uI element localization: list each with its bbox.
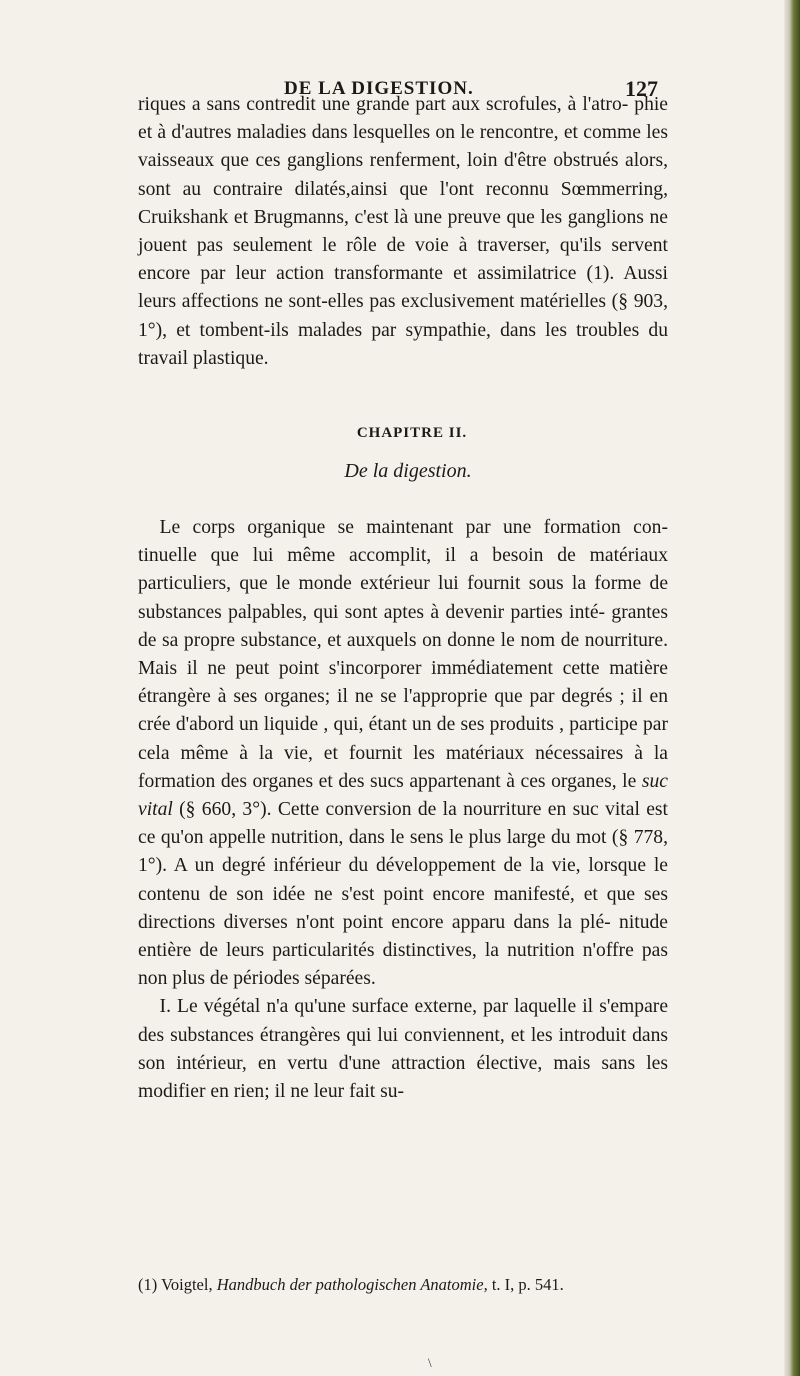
chapter-label: CHAPITRE II. — [356, 425, 468, 441]
paragraph-continued — [138, 91, 668, 373]
text-line: particuliers, que le monde extérieur lui fournit sous la forme — [138, 573, 642, 595]
text-line: n'offre pas non plus de périodes séparées. — [138, 940, 669, 990]
text-line: que par degrés ; il en crée d'abord un liquide , qui, étant un — [138, 686, 669, 736]
page-number: 127 — [625, 76, 658, 101]
text-line: de ses produits , participe par cela même à la vie, et fournit — [138, 714, 668, 764]
text-line: nourriture. Mais il ne peut point s'incorporer immédiatement — [138, 629, 668, 680]
text-line: I. Le végétal n'a qu'une surface externe, par laquelle il — [159, 996, 594, 1018]
text-line: contenu de son idée ne s'est point encore manifesté, et que — [138, 883, 636, 905]
text-line: par sympathie, dans les troubles du travail plastique. — [138, 319, 668, 369]
text-line: les matériaux nécessaires à la formation des organes et des — [138, 742, 668, 792]
text-line: Le corps organique se maintenant par une formation con- — [159, 517, 668, 538]
paragraph — [138, 993, 668, 1106]
running-title: DE LA DIGESTION. — [284, 78, 474, 99]
paragraph — [138, 514, 668, 993]
text-line: sucs appartenant à ces organes, le — [370, 770, 642, 792]
page-edge — [784, 0, 800, 1376]
text-line: ses directions diverses n'ont point encore apparu dans la plé- — [138, 883, 668, 933]
chapter-title: De la digestion. — [344, 460, 472, 482]
text-line: que les ganglions ne jouent pas seulement le rôle de voie à — [138, 206, 668, 257]
footnote-number: (1) — [138, 1275, 158, 1294]
text-line: un degré inférieur du développement de la vie, lorsque le — [194, 855, 668, 877]
footnote-ref: t. I, p. 541. — [491, 1275, 564, 1294]
text-line: conversion de la nourriture en suc vital est ce qu'on appelle — [138, 799, 668, 849]
text-line: grantes de sa propre substance, et auxquels on donne le nom de — [138, 601, 668, 651]
text-line: tinuelle que lui même accomplit, il a besoin de matériaux — [138, 545, 668, 567]
text-line: s'empare des substances étrangères qui lui conviennent, et — [138, 996, 669, 1046]
stray-mark: \ — [428, 1355, 432, 1370]
text-line: (§ 660, 3°). Cette — [172, 799, 320, 821]
footnote-author: Voigtel, — [161, 1275, 213, 1294]
text-line: phie et à d'autres maladies dans lesquelles on le rencontre, et — [138, 94, 668, 144]
text-line: et assimilatrice (1). Aussi leurs affections ne sont-elles pas — [138, 263, 669, 313]
body-text — [138, 514, 668, 1106]
text-line: riques a sans contredit une grande part aux scrofules, à l'atro- — [138, 94, 629, 115]
text-line: de substances palpables, qui sont aptes à devenir parties inté- — [138, 573, 669, 623]
text-line: cette matière étrangère à ses organes; il ne se l'approprie — [138, 658, 668, 708]
italic-term: suc vital — [138, 770, 668, 821]
footnote — [138, 1274, 698, 1296]
text-line: comme les vaisseaux que ces ganglions renferment, loin d'être — [138, 122, 668, 172]
text-line: nutrition, dans le sens le plus large du mot (§ 778, 1°). A — [138, 827, 668, 877]
text-line: Sœmmerring, Cruikshank et Brugmanns, c'est là une preuve — [138, 178, 668, 228]
text-line: les introduit dans son intérieur, en vertu d'une attraction — [138, 1024, 669, 1074]
text-line: nitude entière de leurs particularités distinctives, la nutrition — [138, 911, 668, 962]
text-line: traverser, qu'ils servent encore par leur action transformante — [138, 235, 668, 285]
text-line: élective, mais sans les modifier en rien; il ne leur fait su- — [138, 1052, 668, 1103]
text-line: exclusivement matérielles (§ 903, 1°), et tombent-ils malades — [138, 291, 668, 341]
text-line: obstrués alors, sont au contraire dilatés,ainsi que l'ont reconnu — [138, 150, 668, 200]
footnote-work: Handbuch der pathologischen Anatomie, — [216, 1275, 488, 1294]
